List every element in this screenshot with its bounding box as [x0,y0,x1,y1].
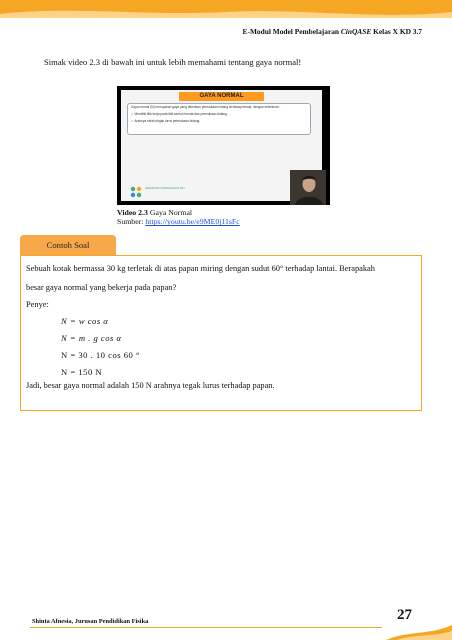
slide-definition: Gaya normal (N) merupakan gaya yang diberikan permukaan bidang terhadap benda, dengan ketentuan : [131,105,281,109]
equation-2: N = m . g cos α [61,333,122,343]
slide-logo-text: GERAKAN INTEGRASI ILMU [145,186,185,190]
top-decoration [0,0,452,18]
video-source-link[interactable]: https://youtu.be/e9ME0j11sFc [145,217,240,227]
logo-icon [129,185,143,199]
solution-label: Penye: [26,300,49,309]
example-content [20,255,422,411]
video-caption-title: Video 2.3 Gaya Normal [117,208,193,217]
video-slide [121,90,322,201]
footer-author: Shinta Afnesia, Jurusan Pendidikan Fisika [32,618,149,625]
question-line-1: Sebuah kotak bermassa 30 kg terletak di atas papan miring dengan sudut 60° terhadap lantai. Berapakah [26,264,375,273]
video-source: Sumber: https://youtu.be/e9ME0j11sFc [117,217,240,227]
intro-instruction: Simak video 2.3 di bawah ini untuk lebih memahami tentang gaya normal! [44,57,302,67]
corner-wave-decoration [386,623,452,640]
presenter-icon [290,170,326,205]
equation-1: N = w cos α [61,316,109,326]
video-player[interactable] [117,86,330,205]
slide-point-1: ✓ Memiliki titik kerja pada titik sentuh benda dan permukaan bidang. [131,111,228,116]
example-tab [20,235,116,255]
footer-divider [30,627,382,628]
equation-3: N = 30 . 10 cos 60 ° [61,350,140,360]
slide-definition-box [127,103,311,135]
slide-title-bar [179,92,264,101]
equation-4: N = 150 N [61,367,103,377]
presenter-webcam [290,170,326,205]
video-caption [117,208,240,227]
question-line-2: besar gaya normal yang bekerja pada papan? [26,283,177,292]
module-header: E-Modul Model Pembelajaran CinQASE Kelas X KD 3.7 [242,27,422,36]
conclusion: Jadi, besar gaya normal adalah 150 N arahnya tegak lurus terhadap papan. [26,381,275,390]
wave-decoration [0,0,452,18]
slide-title: GAYA NORMAL [199,93,244,99]
example-tab-label: Contoh Soal [46,240,90,250]
slide-point-2: ✓ Arahnya selalu tegak lurus permukaan bidang. [131,118,201,123]
page-number: 27 [397,607,412,623]
